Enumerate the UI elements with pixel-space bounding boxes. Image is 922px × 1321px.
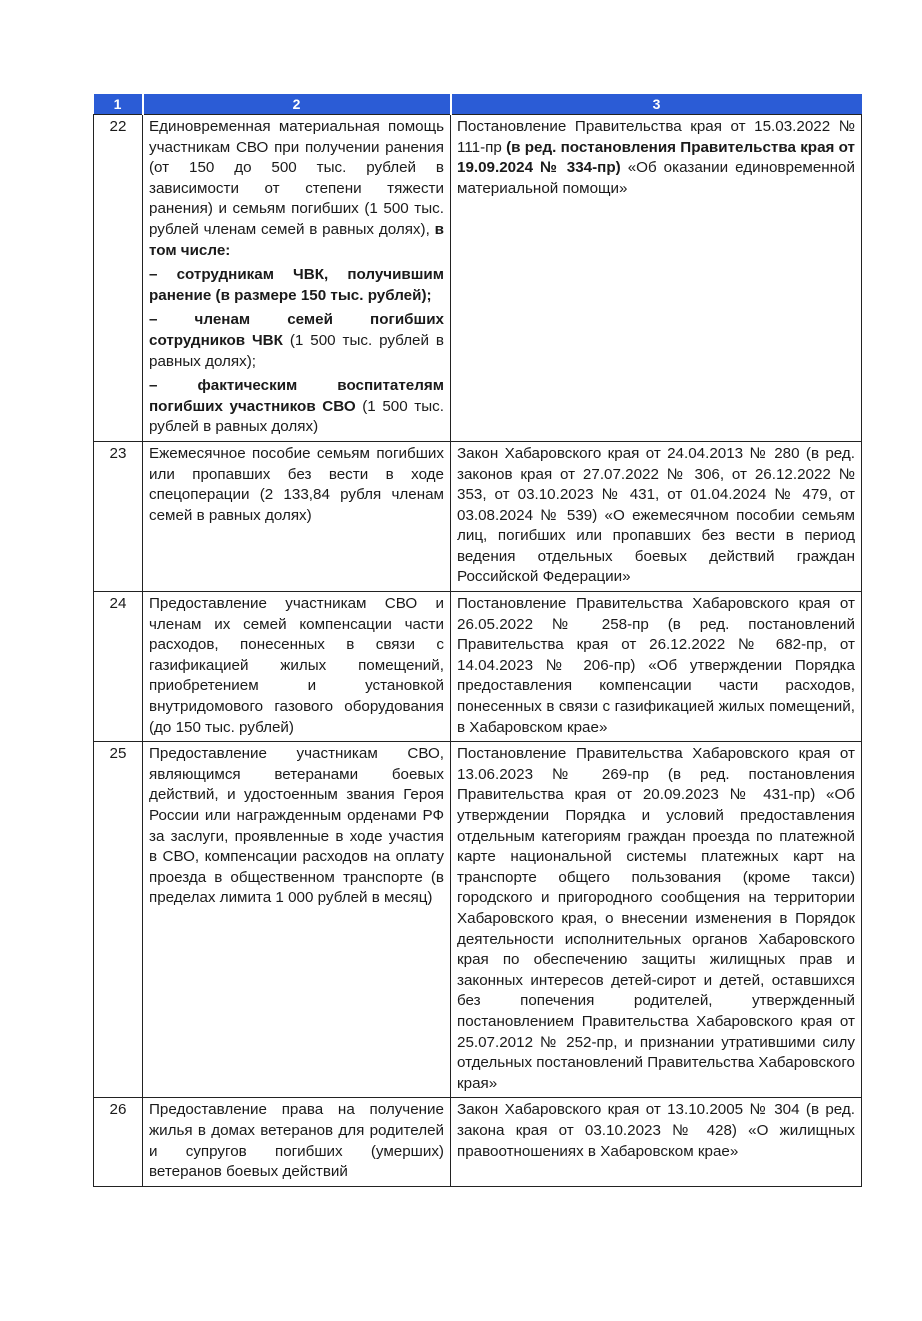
measure-description: Предоставление участникам СВО, являющимся ветеранами боевых действий, и удостоенным звания Героя России или награжденным орденами РФ за заслуги, проявленные в ходе участия в СВО, компенсации расходов на оплату проезда в общественном транспорте (в пределах лимита 1 000 рублей в месяц) — [143, 742, 451, 1098]
measures-table — [93, 94, 862, 1187]
table-row — [94, 742, 862, 1098]
legal-act: Закон Хабаровского края от 13.10.2005 № 304 (в ред. закона края от 03.10.2023 № 428) «О жилищных правоотношениях в Хабаровском крае» — [451, 1098, 862, 1186]
measure-description — [143, 115, 451, 442]
measure-item-guardians: – фактическим воспитателям погибших участников СВО (1 500 тыс. рублей в равных долях) — [149, 377, 444, 436]
header-col-legal-act: 3 — [451, 94, 862, 115]
measure-description: Предоставление участникам СВО и членам их семей компенсации части расходов, понесенных в связи с газификацией жилых помещений, приобретением и установкой внутридомового газового оборудования (до 150 тыс. рублей) — [143, 592, 451, 742]
measure-intro: Единовременная материальная помощь участникам СВО при получении ранения (от 150 до 500 тыс. рублей в зависимости от степени тяжести ранения) и семьям погибших (1 500 тыс. рублей членам семей в равных долях), в том числе: — [149, 118, 444, 259]
measure-item-pmc-wounded: – сотрудникам ЧВК, получившим ранение (в размере 150 тыс. рублей); — [149, 266, 444, 304]
row-number: 25 — [94, 742, 143, 1098]
legal-act: Закон Хабаровского края от 24.04.2013 № 280 (в ред. законов края от 27.07.2022 № 306, от 26.12.2022 № 353, от 03.10.2023 № 431, от 01.04.2024 № 479, от 03.08.2024 № 539) «О ежемесячном пособии семьям лиц, погибших или пропавших без вести в период ведения отдельных боевых действий граждан Российской Федерации» — [451, 441, 862, 591]
table-row — [94, 592, 862, 742]
row-number: 23 — [94, 441, 143, 591]
legal-act: Постановление Правительства Хабаровского края от 13.06.2023 № 269-пр (в ред. постановления Правительства края от 20.09.2023 № 431-пр) «Об утверждении Порядка и условий предоставления отдельным категориям граждан проезда по платежной карте национальной системы платежных карт на транспорте общего пользования (кроме такси) городского и пригородного сообщения на территории Хабаровского края, о внесении изменения в Порядок деятельности исполнительных органов Хабаровского края по обеспечению защиты жилищных прав и законных интересов детей-сирот и детей, оставшихся без попечения родителей, утвержденный постановлением Правительства Хабаровского края от 25.07.2012 № 252-пр, и признании утратившими силу отдельных постановлений Правительства Хабаровского края» — [451, 742, 862, 1098]
row-number: 26 — [94, 1098, 143, 1186]
measure-description: Предоставление права на получение жилья в домах ветеранов для родителей и супругов погибших (умерших) ветеранов боевых действий — [143, 1098, 451, 1186]
table-row — [94, 441, 862, 591]
row-number: 22 — [94, 115, 143, 442]
table-row — [94, 1098, 862, 1186]
measure-description: Ежемесячное пособие семьям погибших или пропавших без вести в ходе спецоперации (2 133,84 рубля членам семей в равных долях) — [143, 441, 451, 591]
header-col-measure: 2 — [143, 94, 451, 115]
measure-item-pmc-families: – членам семей погибших сотрудников ЧВК (1 500 тыс. рублей в равных долях); — [149, 311, 444, 370]
header-col-number: 1 — [94, 94, 143, 115]
row-number: 24 — [94, 592, 143, 742]
table-row — [94, 115, 862, 442]
table-header — [94, 94, 862, 115]
legal-act: Постановление Правительства края от 15.03.2022 № 111-пр (в ред. постановления Правительства края от 19.09.2024 № 334-пр) «Об оказании единовременной материальной помощи» — [451, 115, 862, 442]
legal-act: Постановление Правительства Хабаровского края от 26.05.2022 № 258-пр (в ред. постановлений Правительства края от 26.12.2022 № 682-пр, от 14.04.2023 № 206-пр) «Об утверждении Порядка предоставления компенсации части расходов, понесенных в связи с газификацией жилых помещений, в Хабаровском крае» — [451, 592, 862, 742]
